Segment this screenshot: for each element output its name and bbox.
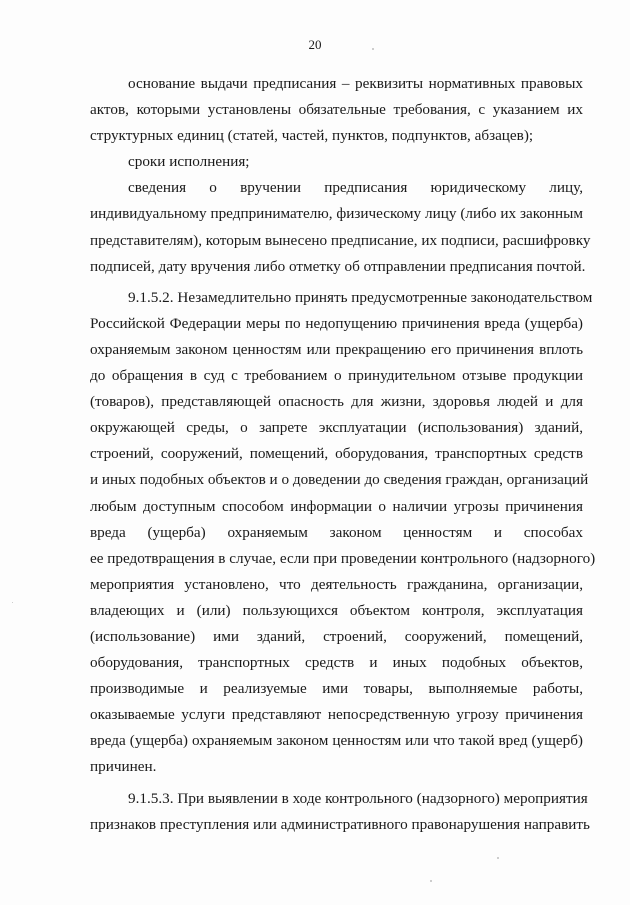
text-line: охраняемым законом ценностям или прекращению его причинения вплоть (90, 340, 583, 358)
text-line: (товаров), представляющей опасность для жизни, здоровья людей и для (90, 393, 583, 411)
scan-speck (497, 857, 499, 859)
text-line: сведения о вручении предписания юридическому лицу, (128, 179, 583, 197)
text-line: основание выдачи предписания – реквизиты нормативных правовых (128, 75, 583, 92)
text-line: причинен. (90, 758, 157, 776)
text-line: подписей, дату вручения либо отметку об отправлении предписания почтой. (90, 257, 586, 275)
text-line: владеющих и (или) пользующихся объектом контроля, эксплуатация (90, 601, 583, 619)
paragraph-9-1-5-2 (90, 285, 596, 781)
scan-speck (12, 602, 13, 603)
text-line: сроки исполнения; (128, 153, 250, 171)
text-line: вреда (ущерба) охраняемым законом ценностям или что такой вред (ущерб) (90, 732, 583, 750)
text-line: ее предотвращения в случае, если при проведении контрольного (надзорного) (90, 549, 596, 567)
page-number: 20 (308, 37, 322, 52)
text-line: оказываемые услуги представляют непосредственную угрозу причинения (90, 706, 583, 724)
text-line: актов, которыми установлены обязательные требования, с указанием их (90, 101, 583, 119)
text-line: производимые и реализуемые ими товары, выполняемые работы, (90, 680, 583, 698)
text-line: мероприятия установлено, что деятельность гражданина, организации, (90, 575, 583, 593)
document-body (90, 71, 596, 838)
scan-speck (430, 880, 432, 882)
text-line: любым доступным способом информации о наличии угрозы причинения (90, 497, 583, 515)
text-line: признаков преступления или административного правонарушения направить (90, 815, 590, 833)
text-line: до обращения в суд с требованием о принудительном отзыве продукции (90, 367, 583, 385)
text-line: структурных единиц (статей, частей, пунктов, подпунктов, абзацев); (90, 127, 534, 145)
text-line: представителям), которым вынесено предписание, их подписи, расшифровку (90, 231, 591, 249)
paragraph-deadlines (90, 149, 583, 175)
text-line: вреда (ущерба) охраняемым законом ценностям и способах (90, 523, 583, 541)
scan-speck (372, 48, 374, 50)
text-line: окружающей среды, о запрете эксплуатации (использования) зданий, (90, 419, 583, 437)
paragraph-grounds (90, 71, 583, 149)
text-line: 9.1.5.3. При выявлении в ходе контрольного (надзорного) мероприятия (128, 789, 588, 807)
paragraph-delivery-info (90, 175, 591, 279)
text-line: Российской Федерации меры по недопущению причинения вреда (ущерба) (90, 314, 583, 332)
text-line: (использование) ими зданий, строений, сооружений, помещений, (90, 627, 583, 645)
text-line: индивидуальному предпринимателю, физическому лицу (либо их законным (90, 205, 583, 223)
paragraph-9-1-5-3 (90, 786, 590, 838)
text-line: оборудования, транспортных средств и иных подобных объектов, (90, 654, 583, 672)
text-line: и иных подобных объектов и о доведении до сведения граждан, организаций (90, 471, 589, 489)
text-line: строений, сооружений, помещений, оборудования, транспортных средств (90, 445, 583, 463)
text-line: 9.1.5.2. Незамедлительно принять предусмотренные законодательством (128, 288, 593, 306)
